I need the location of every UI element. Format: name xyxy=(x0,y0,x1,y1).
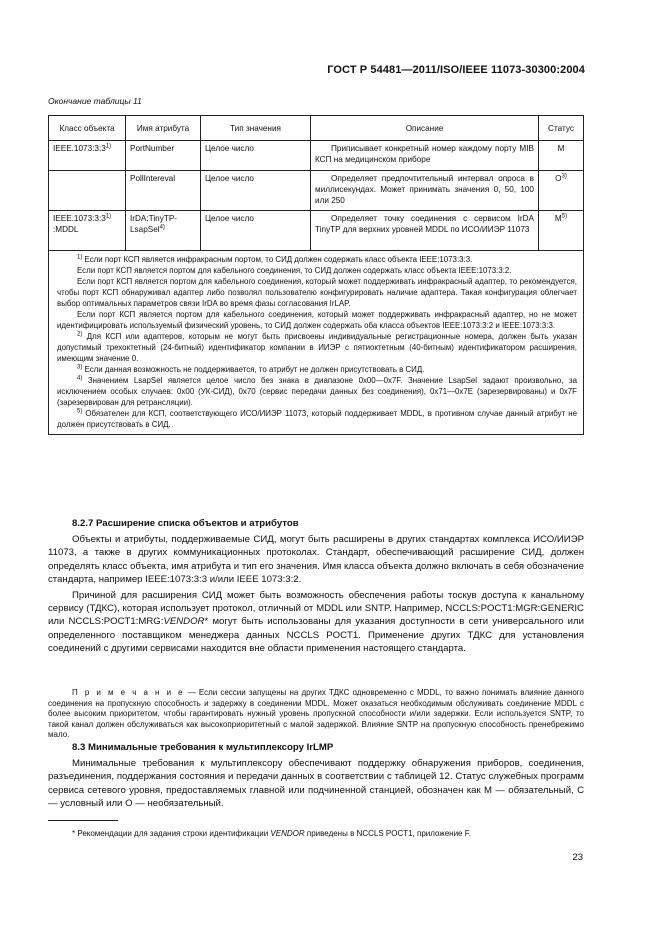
attribute-name-cell: IrDA:TinyTP- LsapSel$^{4)}$ xyxy=(126,211,201,251)
table-11 xyxy=(48,115,584,435)
status-cell: $M^{5)}$ xyxy=(539,211,584,251)
description-cell: Определяет точку соединения с сервисом IrDA TinyTP для верхних уровней MDDL по ИСО/ИИЭР 11073 xyxy=(311,211,539,251)
table-header-row xyxy=(49,116,584,141)
paragraph: Причиной для расширения СИД может быть возможность обеспечения работы тоскув доступа к канальному сервису (ТДКС), которая использует протокол, отличный от MDDL или SNTP. Например, NCCLS:POCT1:MGR:GENERIC или NCCLS:POCT1:MRG:VENDOR* могут быть использованы для указания доступности в сети универсального или определенного поставщиком менеджера данных NCCLS POCT1. Применение других ТДКС для установления соединений с другими сервисами находится вне области применения настоящего стандарта. xyxy=(48,589,585,655)
object-class-cell xyxy=(49,171,126,211)
table-footnote: Если порт КСП является портом для кабельного соединения, который может поддерживать инфракрасный адаптер, но не может идентифицировать используемый физический уровень, то СИД должен содержать оба класса объектов IEEE:1073:3:2 и IEEE:1073:3:3. xyxy=(57,310,577,330)
table-row xyxy=(49,141,584,171)
note-text: П р и м е ч а н и е — Если сессии запущены на других ТДКС одновременно с MDDL, то важно понимать влияние данного соединения на пропускную способность и задержку в соединении MDDL. Может оказаться необходимым обслуживать соединение MDDL с более высоким приоритетом, чтобы гарантировать нужный уровень пропускной способности и/или задержки. Если используется SNTP, то такой канал должен обслуживаться как высокоприоритетный с малой задержкой. Влияние SNTP на пропускную способность пренебрежимо мало. xyxy=(48,688,584,740)
table-footnote: $^{4)}$ Значением LsapSel является целое число без знака в диапазоне 0x00—0x7F. Значение LsapSel задают произвольно, за исключением особых случаев: 0x00 (УК-СИД), 0x70 (сервис передачи данных без соединения), 0x71—0x7E (зарезервированы) и 0x7F (зарезервирован для ретрансляции). xyxy=(57,375,577,407)
section-827-body xyxy=(48,533,584,656)
status-cell: M xyxy=(539,141,584,171)
object-class-cell: IEEE.1073:3:3$^{1)}$ xyxy=(49,141,126,171)
description-cell: Приписывает конкретный номер каждому порту MIB КСП на медицинском приборе xyxy=(311,141,539,171)
description-cell: Определяет предпочтительный интервал опроса в миллисекундах. Может принимать значения 0, 50, 100 или 250 xyxy=(311,171,539,211)
table-footnote: $^{2)}$ Для КСП или адаптеров, которым не могут быть присвоены индивидуальные регистрационные номера, должен быть указан допустимый трехоктетный (24-битный) идентификатор компании в ИИЭР с пятиоктетным (40-битным) идентификатором расширения, имеющим значение 0. xyxy=(57,331,577,363)
section-heading-827: 8.2.7 Расширение списка объектов и атрибутов xyxy=(72,518,299,529)
section-83-body xyxy=(48,757,584,811)
paragraph: Объекты и атрибуты, поддерживаемые СИД, могут быть расширены в других стандартах комплекса ИСО/ИИЭР 11073, а также в других коммуникационных протоколах. Стандарт, обеспечивающий расширение СИД, должен определять класс объекта, имя атрибута и тип его значения. Имя класса объекта должно включать в себя обозначение стандарта, например IEEE:1073:3:3 и/или IEEE 1073:3:2. xyxy=(48,534,584,586)
table-footnote: Если порт КСП является портом для кабельного соединения, который может поддерживать инфракрасный адаптер, то рекомендуется, чтобы порт КСП обнаруживал адаптер либо позволял пользователю конфигурировать наличие адаптера. Такая конфигурация облегчает выбор оптимальных параметров связи IrDA во время фазы согласования IrLAP. xyxy=(57,277,577,308)
column-header: Класс объекта xyxy=(49,116,126,141)
table-footnote: $^{1)}$ Если порт КСП является инфракрасным портом, то СИД должен содержать класс объекта IEEE:1073:3:3. xyxy=(77,254,473,264)
attribute-name-cell: PortNumber xyxy=(126,141,201,171)
document-header: ГОСТ Р 54481—2011/ISO/IEEE 11073-30300:2004 xyxy=(327,64,585,76)
table-row xyxy=(49,171,584,211)
column-header: Статус xyxy=(539,116,584,141)
note-block xyxy=(48,688,584,741)
table-footnotes-row xyxy=(49,251,584,435)
attribute-name-cell: PollIntereval xyxy=(126,171,201,211)
table-caption: Окончание таблицы 11 xyxy=(48,96,142,106)
page-footnote: * Рекомендации для задания строки идентификации VENDOR приведены в NCCLS POCT1, приложение F. xyxy=(72,829,471,838)
column-header: Имя атрибута xyxy=(126,116,201,141)
table-footnote: $^{3)}$ Если данная возможность не поддерживается, то атрибут не должен присутствовать в СИД. xyxy=(77,364,425,374)
table-footnote: $^{5)}$ Обязателен для КСП, соответствующего ИСО/ИИЭР 11073, который поддерживает MDDL, в противном случае данный атрибут не должен присутствовать в СИД. xyxy=(57,408,577,429)
table-footnotes xyxy=(49,251,584,435)
object-class-cell: IEEE.1073:3:3$^{1)}$ :MDDL xyxy=(49,211,126,251)
value-type-cell: Целое число xyxy=(201,171,311,211)
column-header: Тип значения xyxy=(201,116,311,141)
value-type-cell: Целое число xyxy=(201,141,311,171)
section-heading-83: 8.3 Минимальные требования к мультиплексору IrLMP xyxy=(72,742,334,753)
table-footnote: Если порт КСП является портом для кабельного соединения, то СИД должен содержать класс объекта IEEE:1073:3:2. xyxy=(77,266,512,275)
status-cell: $O^{3)}$ xyxy=(539,171,584,211)
paragraph: Минимальные требования к мультиплексору обеспечивают поддержку обнаружения приборов, соединения, разъединения, поддержания состояния и передачи данных в соответствии с таблицей 12. Статус служебных программ сервиса сетевого уровня, предоставляемых главной или подчиненной станцией, обозначен как М — обязательный, С — условный или О — необязательный. xyxy=(48,758,584,810)
table-row xyxy=(49,211,584,251)
footnote-divider xyxy=(48,820,118,821)
column-header: Описание xyxy=(311,116,539,141)
value-type-cell: Целое число xyxy=(201,211,311,251)
page-number: 23 xyxy=(572,852,583,863)
